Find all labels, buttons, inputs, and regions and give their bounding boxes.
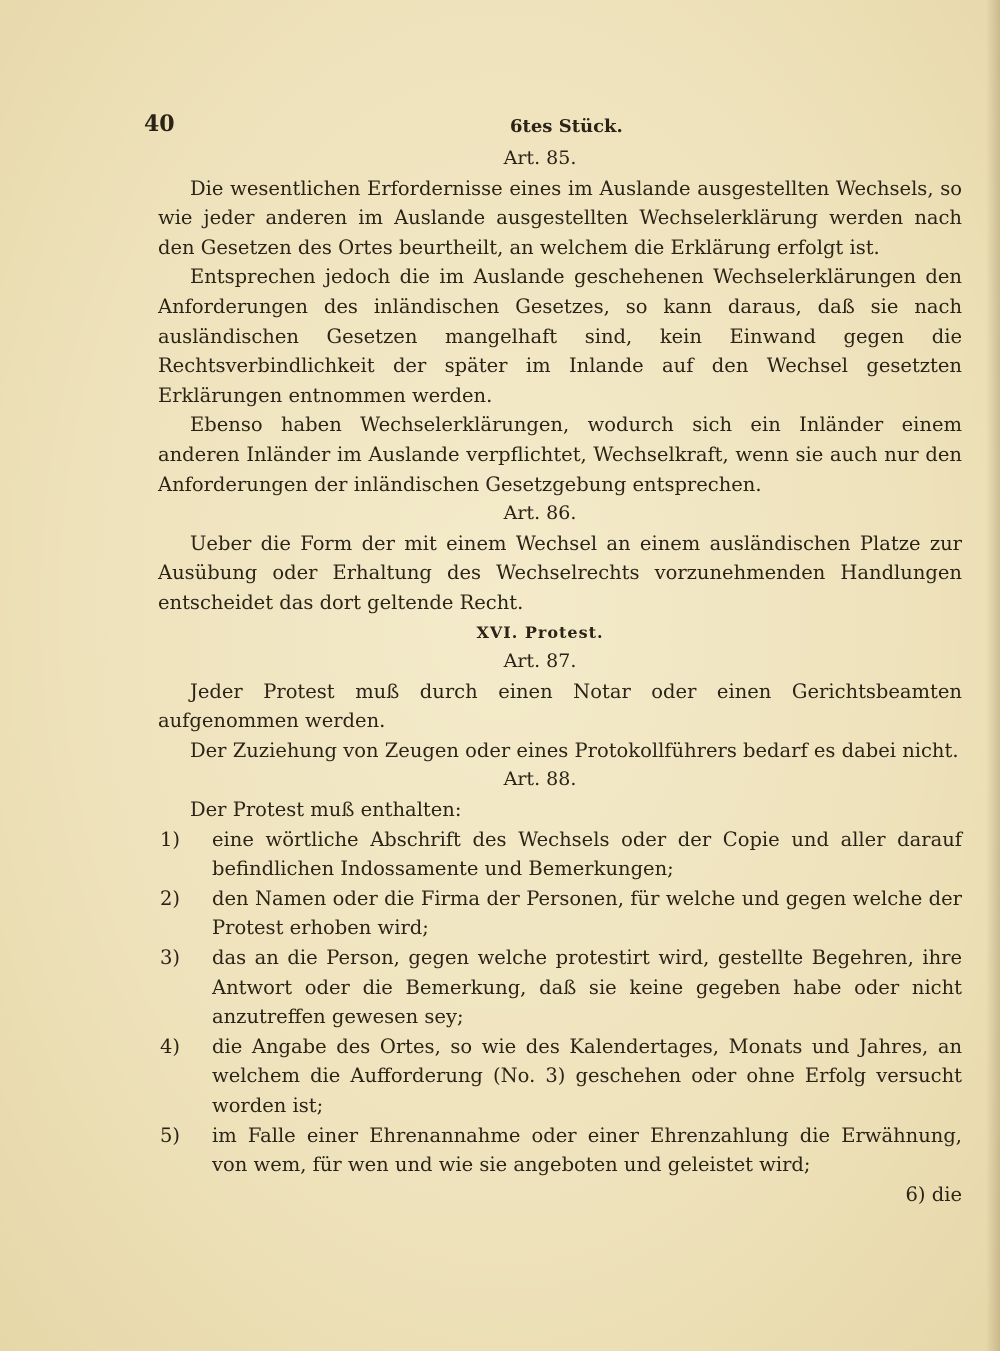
article-87-paragraph: Jeder Protest muß durch einen Notar oder einen Gerichtsbeamten aufgenommen werden. bbox=[158, 679, 962, 733]
article-86-heading: Art. 86. bbox=[503, 502, 577, 525]
running-title: 6tes Stück. bbox=[510, 116, 623, 137]
article-85-paragraph: Entsprechen jedoch die im Auslande geschehenen Wechselerklärungen den Anforderungen des inländischen Gesetzes, so kann daraus, daß sie nach ausländischen Gesetzen mangelhaft sind, kein Einwand gegen die Rechtsverbindlichkeit der später im Inlande auf den Wechsel gesetzten Erklärungen entnommen werden. bbox=[158, 265, 962, 407]
list-item-number: 5) bbox=[160, 1123, 181, 1147]
section-16-title: XVI. Protest. bbox=[476, 622, 604, 642]
article-87-paragraph: Der Zuziehung von Zeugen oder eines Protokollführers bedarf es dabei nicht. bbox=[190, 738, 959, 762]
page-edge-shadow bbox=[986, 0, 1000, 1351]
page-number: 40 bbox=[144, 111, 175, 137]
running-head bbox=[144, 108, 962, 144]
list-item-number: 1) bbox=[160, 827, 181, 851]
list-item-text: die Angabe des Ortes, so wie des Kalendertages, Monats und Jahres, an welchem die Aufforderung (No. 3) geschehen oder ohne Erfolg versucht worden ist; bbox=[212, 1034, 962, 1117]
list-item-text: eine wörtliche Abschrift des Wechsels oder der Copie und aller darauf befindlichen Indossamente und Bemerkungen; bbox=[212, 827, 962, 881]
list-item bbox=[158, 884, 962, 943]
article-86-paragraph: Ueber die Form der mit einem Wechsel an einem ausländischen Platze zur Ausübung oder Erhaltung des Wechselrechts vorzunehmenden Handlungen entscheidet das dort geltende Recht. bbox=[158, 531, 962, 614]
article-85-paragraph: Die wesentlichen Erfordernisse eines im Auslande ausgestellten Wechsels, so wie jeder anderen im Auslande ausgestellten Wechselerklärung werden nach den Gesetzen des Ortes beurtheilt, an welchem die Erklärung erfolgt ist. bbox=[158, 176, 962, 259]
list-item-number: 3) bbox=[160, 946, 181, 970]
list-item bbox=[158, 1121, 962, 1180]
list-item-text: das an die Person, gegen welche protestirt wird, gestellte Begehren, ihre Antwort oder die Bemerkung, daß sie keine gegeben habe oder nicht anzutreffen gewesen sey; bbox=[212, 946, 962, 1029]
list-item-number: 4) bbox=[160, 1034, 181, 1058]
list-item bbox=[158, 943, 962, 1032]
list-item-text: den Namen oder die Firma der Personen, für welche und gegen welche der Protest erhoben wird; bbox=[212, 886, 962, 940]
text-block bbox=[144, 108, 962, 1209]
list-item-number: 2) bbox=[160, 886, 181, 910]
article-85-heading: Art. 85. bbox=[503, 147, 577, 169]
list-item bbox=[158, 1032, 962, 1121]
article-87-heading: Art. 87. bbox=[503, 650, 577, 673]
catchword: 6) die bbox=[905, 1182, 962, 1206]
list-item bbox=[158, 825, 962, 884]
article-88-heading: Art. 88. bbox=[503, 768, 577, 791]
article-85-paragraph: Ebenso haben Wechselerklärungen, wodurch sich ein Inländer einem anderen Inländer im Auslande verpflichtet, Wechselkraft, wenn sie auch nur den Anforderungen der inländischen Gesetzgebung entsprechen. bbox=[158, 413, 962, 496]
list-item-text: im Falle einer Ehrenannahme oder einer Ehrenzahlung die Erwähnung, von wem, für wen und wie sie angeboten und geleistet wird; bbox=[212, 1123, 962, 1177]
article-88-intro: Der Protest muß enthalten: bbox=[190, 798, 462, 822]
